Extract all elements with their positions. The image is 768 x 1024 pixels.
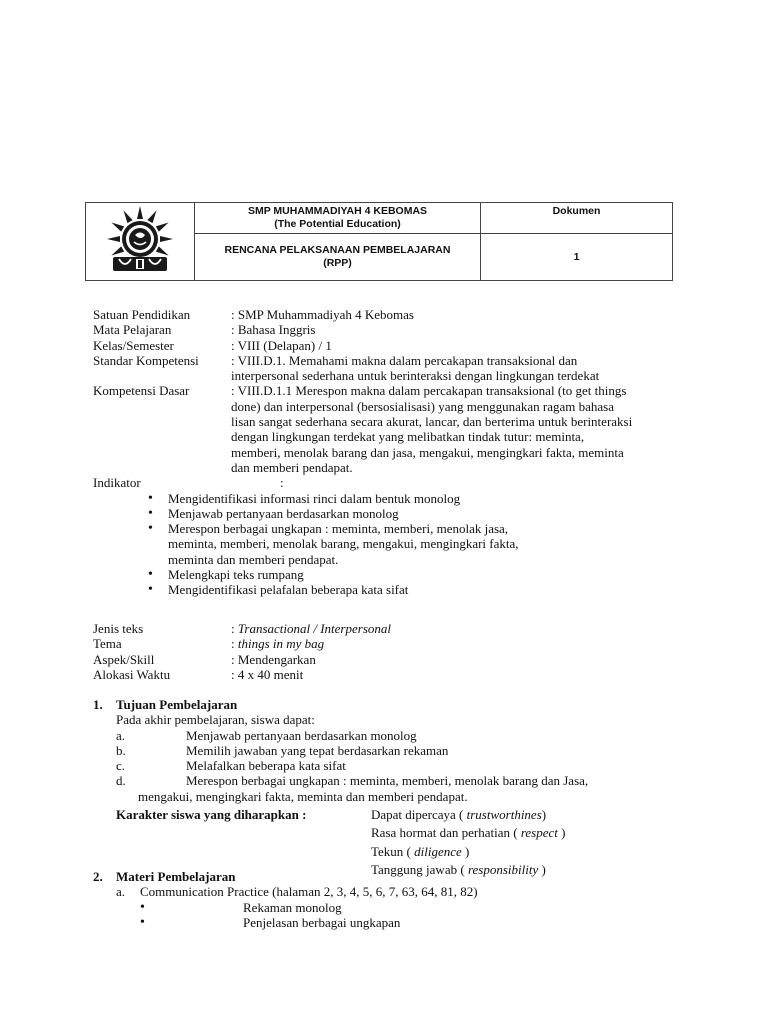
item-text: Merespon berbagai ungkapan : meminta, memberi, menolak barang dan Jasa,: [186, 773, 589, 789]
field-standar-kompetensi: [93, 353, 683, 384]
section-materi: [93, 869, 693, 930]
section-intro: Pada akhir pembelajaran, siswa dapat:: [116, 712, 315, 728]
bullet-symbol: •: [140, 914, 145, 930]
karakter-row: [93, 807, 693, 822]
plan-title: RENCANA PELAKSANAAN PEMBELAJARAN: [224, 243, 451, 256]
karakter-item: [93, 825, 693, 840]
karakter-term: diligence: [414, 843, 462, 859]
section-title: Materi Pembelajaran: [116, 869, 236, 884]
kd-line: dengan lingkungan terdekat yang melibatkan tindak tutur: meminta,: [231, 429, 585, 445]
tema-value: things in my bag: [237, 636, 325, 652]
item-text: Memilih jawaban yang tepat berdasarkan rekaman: [186, 742, 449, 758]
plan-abbrev: (RPP): [323, 256, 352, 269]
sk-line: : VIII.D.1. Memahami makna dalam percakapan transaksional dan: [231, 352, 578, 368]
colon: :: [231, 636, 238, 652]
field-value: [231, 636, 683, 651]
list-item-line: meminta, memberi, menolak barang, mengakui, mengingkari fakta,: [168, 536, 519, 552]
field-value: [231, 621, 683, 636]
karakter-text: ): [538, 861, 546, 877]
item-continuation: mengakui, mengingkari fakta, meminta dan memberi pendapat.: [138, 788, 468, 804]
karakter-term: respect: [520, 825, 558, 841]
text-details: [93, 621, 683, 682]
kd-line: dan memberi pendapat.: [231, 459, 353, 475]
list-item-line: meminta dan memberi pendapat.: [168, 551, 339, 567]
karakter-term: trustworthines: [466, 807, 542, 823]
item-text: Melafalkan beberapa kata sifat: [186, 758, 346, 774]
field-alokasi-waktu: [93, 667, 683, 682]
section-heading: [93, 697, 693, 712]
field-label: Indikator: [93, 475, 141, 491]
plan-title-cell: [195, 233, 481, 280]
school-tagline: (The Potential Education): [274, 218, 401, 230]
list-item: • Mengidentifikasi pelafalan beberapa kata sifat: [148, 582, 683, 597]
doc-label: Dokumen: [552, 205, 601, 217]
indikator-list: [93, 491, 683, 598]
muhammadiyah-logo: [105, 205, 175, 275]
field-value: : Mendengarkan: [231, 651, 316, 667]
item-letter: b.: [116, 742, 126, 758]
field-kompetensi-dasar: [93, 383, 683, 475]
section-number: 1.: [93, 697, 103, 712]
field-indikator: [93, 475, 683, 490]
school-cell: [195, 203, 481, 234]
item-letter: d.: [116, 773, 126, 789]
list-item: [93, 884, 693, 899]
kd-line: : VIII.D.1.1 Merespon makna dalam percakapan transaksional (to get things: [231, 383, 627, 399]
karakter-text: ): [557, 825, 566, 841]
field-label: Standar Kompetensi: [93, 352, 199, 368]
item-text: Menjawab pertanyaan berdasarkan monolog: [186, 727, 417, 743]
school-name: SMP MUHAMMADIYAH 4 KEBOMAS: [247, 205, 428, 217]
field-label: Mata Pelajaran: [93, 322, 172, 338]
item-text: Penjelasan berbagai ungkapan: [243, 914, 401, 930]
doc-number-cell: [481, 233, 673, 280]
list-item: [93, 743, 693, 758]
colon: :: [231, 621, 238, 636]
field-label: Aspek/Skill: [93, 651, 155, 667]
identity-fields: [93, 307, 683, 598]
field-label: Alokasi Waktu: [93, 666, 171, 682]
field-label: Jenis teks: [93, 621, 144, 636]
field-label: Satuan Pendidikan: [93, 307, 191, 322]
section-tujuan: [93, 697, 693, 877]
karakter-text: Dapat dipercaya (: [371, 807, 467, 823]
field-value: [231, 353, 683, 384]
field-label: Kelas/Semester: [93, 337, 174, 353]
field-label: Tema: [93, 636, 122, 652]
section-heading: [93, 869, 693, 884]
field-kelas: [93, 338, 683, 353]
karakter-label: Karakter siswa yang diharapkan :: [116, 807, 307, 823]
doc-label-cell: [481, 203, 673, 234]
karakter-text: ): [541, 807, 547, 823]
item-text: Communication Practice (halaman 2, 3, 4, 5, 6, 7, 63, 64, 81, 82): [140, 884, 478, 900]
karakter-text: Tekun (: [371, 843, 415, 859]
karakter-text: ): [461, 843, 470, 859]
field-value: : VIII (Delapan) / 1: [231, 337, 332, 353]
field-value: :: [280, 475, 284, 491]
list-item: [93, 758, 693, 773]
section-title: Tujuan Pembelajaran: [116, 697, 238, 712]
field-jenis-teks: [93, 621, 683, 636]
jenis-value: Transactional / Interpersonal: [237, 621, 391, 636]
item-letter: a.: [116, 727, 126, 743]
item-letter: a.: [116, 884, 126, 900]
bullet-symbol: •: [140, 899, 145, 915]
logo-cell: [86, 203, 195, 281]
list-item: [93, 773, 693, 788]
field-aspek: [93, 652, 683, 667]
list-item: • Menjawab pertanyaan berdasarkan monolog: [148, 506, 683, 521]
section-number: 2.: [93, 869, 103, 884]
karakter-text: Tanggung jawab (: [371, 861, 468, 877]
karakter-term: responsibility: [467, 861, 539, 877]
field-value: : SMP Muhammadiyah 4 Kebomas: [231, 307, 414, 322]
doc-number: 1: [573, 250, 580, 263]
karakter-text: Rasa hormat dan perhatian (: [371, 825, 521, 841]
list-item: [93, 728, 693, 743]
sub-list-item: [93, 915, 693, 930]
karakter-item: [93, 844, 693, 859]
field-label: Kompetensi Dasar: [93, 383, 190, 399]
list-item: • Mengidentifikasi informasi rinci dalam bentuk monolog: [148, 491, 683, 506]
sk-line: interpersonal sederhana untuk berinteraksi dengan lingkungan terdekat: [231, 368, 600, 384]
kd-line: memberi, menolak barang dan jasa, mengakui, mengingkari fakta, meminta: [231, 444, 624, 460]
field-value: : Bahasa Inggris: [231, 322, 316, 338]
item-text: Rekaman monolog: [243, 899, 342, 915]
field-satuan: [93, 307, 683, 322]
field-tema: [93, 636, 683, 651]
karakter-item: [371, 807, 546, 822]
list-item: • Melengkapi teks rumpang: [148, 567, 683, 582]
header-table: [85, 202, 673, 281]
field-mapel: [93, 322, 683, 337]
item-letter: c.: [116, 758, 126, 774]
list-item: [148, 521, 683, 567]
field-value: [231, 383, 683, 475]
list-item-line: • Merespon berbagai ungkapan : meminta, memberi, menolak jasa,: [168, 521, 509, 537]
kd-line: lisan sangat sederhana secara akurat, lancar, dan berterima untuk berinteraksi: [231, 414, 633, 430]
kd-line: done) dan interpersonal (bersosialisasi) yang menggunakan ragam bahasa: [231, 398, 615, 414]
field-value: : 4 x 40 menit: [231, 666, 304, 682]
sub-list-item: [93, 900, 693, 915]
